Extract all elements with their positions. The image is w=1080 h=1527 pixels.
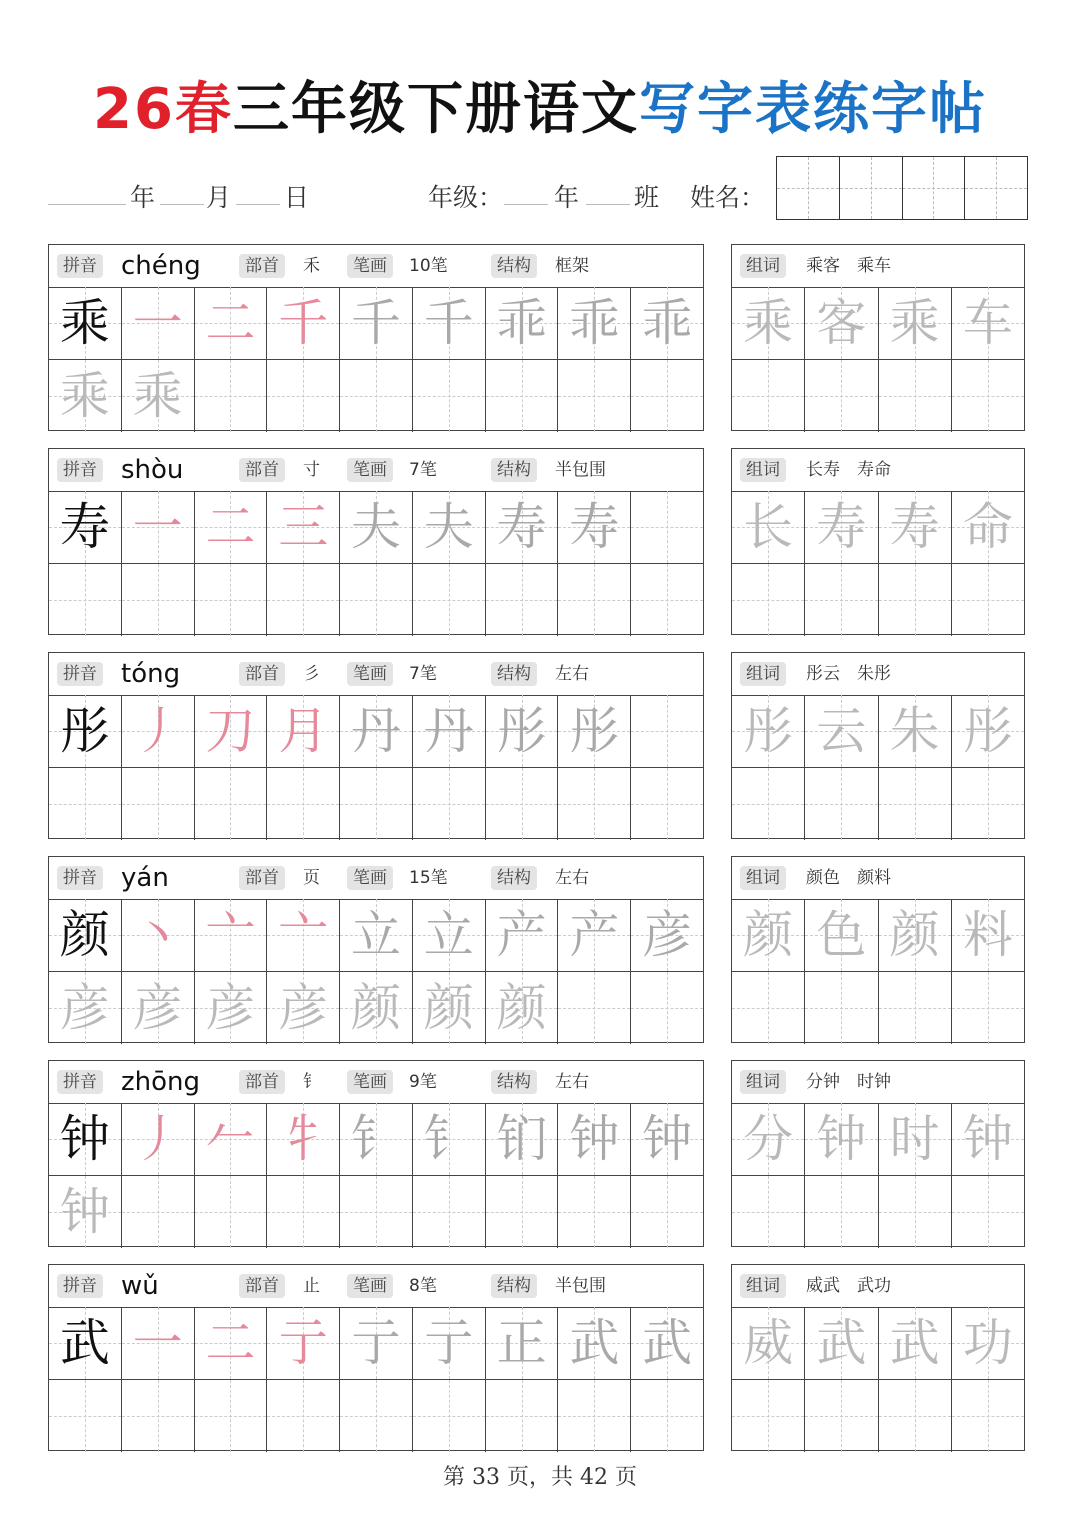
words-tag: 组词 — [740, 1070, 786, 1094]
pinyin-tag: 拼音 — [57, 662, 103, 686]
structure-value: 半包围 — [555, 1276, 606, 1296]
practice-cell[interactable] — [558, 768, 631, 840]
word-trace-cell[interactable]: 色 — [805, 899, 878, 971]
stroke-order-cell[interactable]: 亍 — [413, 1307, 486, 1379]
practice-cell[interactable]: 钟 — [49, 1176, 122, 1248]
word-practice-cell[interactable] — [952, 1176, 1024, 1248]
practice-cell[interactable] — [49, 768, 122, 840]
practice-cell[interactable] — [122, 768, 195, 840]
character-card — [48, 856, 704, 1043]
word-trace-cell[interactable]: 乘 — [732, 287, 805, 359]
stroke-order-cell[interactable]: 丿 — [122, 1103, 195, 1175]
practice-cell[interactable] — [122, 564, 195, 636]
stroke-order-cell[interactable]: 丹 — [413, 695, 486, 767]
words-value: 分钟 时钟 — [806, 1072, 891, 1092]
word-trace-cell[interactable]: 彤 — [952, 695, 1024, 767]
word-practice-cell[interactable] — [805, 1380, 878, 1452]
character-info-header — [49, 1061, 703, 1104]
words-grid — [732, 287, 1024, 430]
word-practice-cell[interactable] — [732, 972, 805, 1044]
word-trace-cell[interactable]: 钟 — [952, 1103, 1024, 1175]
structure-value: 左右 — [555, 868, 589, 888]
model-character: 武 — [49, 1307, 122, 1379]
grade-class-label: 班 — [634, 183, 660, 212]
word-trace-cell[interactable]: 功 — [952, 1307, 1024, 1379]
practice-cell[interactable] — [195, 768, 268, 840]
practice-cell[interactable] — [49, 1380, 122, 1452]
structure-tag: 结构 — [491, 458, 537, 482]
strokes-value: 8笔 — [409, 1276, 437, 1296]
pinyin-value: chéng — [121, 251, 201, 281]
practice-cell[interactable] — [558, 1380, 631, 1452]
word-trace-cell[interactable]: 威 — [732, 1307, 805, 1379]
title-part-1: 26春 — [93, 77, 233, 142]
word-trace-cell[interactable]: 寿 — [805, 491, 878, 563]
practice-cell[interactable] — [340, 768, 413, 840]
strokes-value: 7笔 — [409, 664, 437, 684]
name-box[interactable] — [776, 156, 1028, 220]
word-practice-cell[interactable] — [805, 1176, 878, 1248]
word-trace-cell[interactable]: 时 — [879, 1103, 952, 1175]
character-info-header — [49, 1265, 703, 1308]
stroke-order-cell[interactable]: 千 — [267, 287, 340, 359]
word-practice-cell[interactable] — [879, 360, 952, 432]
practice-cell[interactable] — [558, 360, 631, 432]
stroke-order-cell[interactable]: 立 — [413, 899, 486, 971]
practice-cell[interactable] — [413, 1176, 486, 1248]
structure-value: 左右 — [555, 1072, 589, 1092]
words-header — [732, 653, 1024, 696]
practice-cell[interactable] — [486, 1176, 559, 1248]
character-info-header — [49, 449, 703, 492]
pinyin-tag: 拼音 — [57, 1070, 103, 1094]
stroke-order-cell[interactable]: 彦 — [631, 899, 703, 971]
words-grid — [732, 491, 1024, 634]
stroke-order-cell[interactable]: 夫 — [413, 491, 486, 563]
words-card — [731, 1264, 1025, 1451]
practice-cell[interactable] — [413, 360, 486, 432]
radical-value: 禾 — [303, 256, 320, 276]
pinyin-tag: 拼音 — [57, 1274, 103, 1298]
practice-cell[interactable] — [195, 1380, 268, 1452]
words-card — [731, 1060, 1025, 1247]
word-trace-cell[interactable]: 分 — [732, 1103, 805, 1175]
radical-tag: 部首 — [239, 866, 285, 890]
words-header — [732, 1061, 1024, 1104]
stroke-order-cell[interactable]: 千 — [413, 287, 486, 359]
writing-grid — [49, 1103, 703, 1246]
practice-cell[interactable] — [413, 564, 486, 636]
title-part-2: 三年级下册语文 — [232, 77, 639, 142]
practice-cell[interactable] — [122, 1380, 195, 1452]
practice-cell[interactable] — [267, 360, 340, 432]
words-grid — [732, 1307, 1024, 1450]
word-trace-cell[interactable]: 武 — [879, 1307, 952, 1379]
practice-cell[interactable] — [631, 1380, 703, 1452]
word-practice-cell[interactable] — [952, 1380, 1024, 1452]
practice-cell[interactable] — [122, 1176, 195, 1248]
strokes-value: 10笔 — [409, 256, 448, 276]
model-character: 钟 — [49, 1103, 122, 1175]
character-card — [48, 244, 704, 431]
stroke-order-cell[interactable]: 寿 — [486, 491, 559, 563]
practice-cell[interactable]: 彦 — [195, 972, 268, 1044]
stroke-order-cell[interactable]: 月 — [267, 695, 340, 767]
practice-cell[interactable] — [413, 768, 486, 840]
practice-cell[interactable] — [486, 360, 559, 432]
practice-cell[interactable] — [340, 564, 413, 636]
practice-cell[interactable] — [631, 564, 703, 636]
practice-cell[interactable] — [267, 768, 340, 840]
stroke-order-cell[interactable]: 寿 — [558, 491, 631, 563]
practice-cell[interactable] — [486, 1380, 559, 1452]
word-practice-cell[interactable] — [732, 360, 805, 432]
words-grid — [732, 695, 1024, 838]
word-trace-cell[interactable]: 长 — [732, 491, 805, 563]
stroke-order-cell[interactable]: 产 — [558, 899, 631, 971]
word-trace-cell[interactable]: 武 — [805, 1307, 878, 1379]
word-trace-cell[interactable]: 钟 — [805, 1103, 878, 1175]
stroke-order-cell[interactable]: 一 — [122, 287, 195, 359]
model-character: 寿 — [49, 491, 122, 563]
word-trace-cell[interactable]: 颜 — [879, 899, 952, 971]
word-practice-cell[interactable] — [879, 972, 952, 1044]
writing-grid — [49, 695, 703, 838]
stroke-order-cell[interactable]: 钔 — [486, 1103, 559, 1175]
stroke-order-cell[interactable]: 三 — [267, 491, 340, 563]
practice-cell[interactable] — [631, 1176, 703, 1248]
practice-cell[interactable]: 颜 — [340, 972, 413, 1044]
strokes-tag: 笔画 — [347, 1274, 393, 1298]
structure-tag: 结构 — [491, 1070, 537, 1094]
stroke-order-cell[interactable]: 𠂉 — [195, 1103, 268, 1175]
words-card — [731, 652, 1025, 839]
radical-value: 止 — [303, 1276, 320, 1296]
words-card — [731, 244, 1025, 431]
stroke-order-cell[interactable]: 二 — [195, 1307, 268, 1379]
name-label: 姓名： — [690, 183, 766, 212]
practice-cell[interactable]: 颜 — [486, 972, 559, 1044]
stroke-order-cell[interactable]: 丿 — [122, 695, 195, 767]
word-practice-cell[interactable] — [952, 768, 1024, 840]
word-practice-cell[interactable] — [879, 1380, 952, 1452]
practice-cell[interactable] — [195, 1176, 268, 1248]
words-value: 颜色 颜料 — [806, 868, 891, 888]
words-card — [731, 448, 1025, 635]
month-label: 月 — [206, 183, 232, 212]
word-practice-cell[interactable] — [879, 768, 952, 840]
word-practice-cell[interactable] — [805, 972, 878, 1044]
words-tag: 组词 — [740, 662, 786, 686]
word-practice-cell[interactable] — [805, 768, 878, 840]
structure-tag: 结构 — [491, 1274, 537, 1298]
word-trace-cell[interactable]: 寿 — [879, 491, 952, 563]
stroke-order-cell[interactable]: 亍 — [340, 1307, 413, 1379]
writing-grid — [49, 491, 703, 634]
stroke-order-cell[interactable]: 正 — [486, 1307, 559, 1379]
word-trace-cell[interactable]: 料 — [952, 899, 1024, 971]
word-trace-cell[interactable]: 颜 — [732, 899, 805, 971]
radical-tag: 部首 — [239, 458, 285, 482]
practice-cell[interactable]: 彦 — [49, 972, 122, 1044]
stroke-order-cell[interactable]: 亍 — [267, 1307, 340, 1379]
practice-cell[interactable] — [267, 1176, 340, 1248]
word-practice-cell[interactable] — [879, 564, 952, 636]
practice-cell[interactable] — [267, 564, 340, 636]
grade-year-blank[interactable] — [504, 180, 548, 205]
day-blank[interactable] — [236, 180, 280, 205]
practice-cell[interactable]: 乘 — [122, 360, 195, 432]
word-trace-cell[interactable]: 彤 — [732, 695, 805, 767]
stroke-order-cell[interactable]: 彤 — [486, 695, 559, 767]
radical-value: 页 — [303, 868, 320, 888]
pinyin-tag: 拼音 — [57, 458, 103, 482]
word-trace-cell[interactable]: 乘 — [879, 287, 952, 359]
word-practice-cell[interactable] — [732, 768, 805, 840]
word-practice-cell[interactable] — [805, 564, 878, 636]
stroke-order-cell[interactable]: 一 — [122, 491, 195, 563]
practice-cell[interactable] — [340, 1176, 413, 1248]
strokes-tag: 笔画 — [347, 254, 393, 278]
stroke-order-cell[interactable]: 丹 — [340, 695, 413, 767]
practice-cell[interactable] — [558, 564, 631, 636]
words-value: 乘客 乘车 — [806, 256, 891, 276]
word-practice-cell[interactable] — [805, 360, 878, 432]
stroke-order-cell[interactable]: 亠 — [267, 899, 340, 971]
character-card — [48, 652, 704, 839]
word-practice-cell[interactable] — [732, 1176, 805, 1248]
words-header — [732, 449, 1024, 492]
structure-value: 框架 — [555, 256, 589, 276]
practice-cell[interactable]: 乘 — [49, 360, 122, 432]
words-tag: 组词 — [740, 1274, 786, 1298]
practice-cell[interactable] — [486, 768, 559, 840]
stroke-order-cell[interactable]: 二 — [195, 287, 268, 359]
radical-tag: 部首 — [239, 1070, 285, 1094]
page-footer: 第 33 页，共 42 页 — [443, 1465, 637, 1490]
year-blank[interactable] — [48, 180, 126, 205]
pinyin-value: yán — [121, 863, 169, 893]
pinyin-value: zhōng — [121, 1067, 201, 1097]
stroke-order-cell[interactable]: 亠 — [195, 899, 268, 971]
stroke-order-cell[interactable] — [631, 491, 703, 563]
radical-tag: 部首 — [239, 254, 285, 278]
stroke-order-cell[interactable]: 产 — [486, 899, 559, 971]
model-character: 乘 — [49, 287, 122, 359]
character-card — [48, 1060, 704, 1247]
practice-cell[interactable] — [195, 564, 268, 636]
word-trace-cell[interactable]: 云 — [805, 695, 878, 767]
words-value: 长寿 寿命 — [806, 460, 891, 480]
stroke-order-cell[interactable]: 钟 — [558, 1103, 631, 1175]
model-character: 彤 — [49, 695, 122, 767]
words-card — [731, 856, 1025, 1043]
stroke-order-cell[interactable]: 牜 — [267, 1103, 340, 1175]
word-practice-cell[interactable] — [952, 360, 1024, 432]
character-info-header — [49, 653, 703, 696]
words-header — [732, 1265, 1024, 1308]
strokes-value: 9笔 — [409, 1072, 437, 1092]
word-trace-cell[interactable]: 命 — [952, 491, 1024, 563]
words-grid — [732, 1103, 1024, 1246]
pinyin-value: wǔ — [121, 1271, 159, 1301]
practice-cell[interactable] — [631, 360, 703, 432]
stroke-order-cell[interactable]: 一 — [122, 1307, 195, 1379]
grade-class-blank[interactable] — [586, 180, 630, 205]
writing-grid — [49, 899, 703, 1042]
page-title — [0, 78, 1080, 142]
pinyin-tag: 拼音 — [57, 254, 103, 278]
practice-cell[interactable]: 彦 — [267, 972, 340, 1044]
practice-cell[interactable] — [340, 360, 413, 432]
stroke-order-cell[interactable]: 二 — [195, 491, 268, 563]
stroke-order-cell[interactable]: 夫 — [340, 491, 413, 563]
stroke-order-cell[interactable]: 彤 — [558, 695, 631, 767]
practice-cell[interactable] — [558, 972, 631, 1044]
practice-cell[interactable] — [486, 564, 559, 636]
writing-grid — [49, 1307, 703, 1450]
stroke-order-cell[interactable]: 乖 — [558, 287, 631, 359]
model-character: 颜 — [49, 899, 122, 971]
grade-label: 年级： — [428, 183, 504, 212]
radical-value: 钅 — [303, 1072, 320, 1092]
practice-cell[interactable] — [195, 360, 268, 432]
structure-value: 半包围 — [555, 460, 606, 480]
radical-tag: 部首 — [239, 662, 285, 686]
year-label: 年 — [130, 183, 156, 212]
stroke-order-cell[interactable]: 乖 — [631, 287, 703, 359]
strokes-tag: 笔画 — [347, 866, 393, 890]
strokes-value: 15笔 — [409, 868, 448, 888]
word-practice-cell[interactable] — [952, 972, 1024, 1044]
strokes-value: 7笔 — [409, 460, 437, 480]
words-tag: 组词 — [740, 866, 786, 890]
words-tag: 组词 — [740, 254, 786, 278]
character-info-header — [49, 857, 703, 900]
structure-value: 左右 — [555, 664, 589, 684]
word-trace-cell[interactable]: 车 — [952, 287, 1024, 359]
character-card — [48, 448, 704, 635]
stroke-order-cell[interactable]: 钟 — [631, 1103, 703, 1175]
words-value: 彤云 朱彤 — [806, 664, 891, 684]
words-header — [732, 245, 1024, 288]
day-label: 日 — [284, 183, 310, 212]
structure-tag: 结构 — [491, 254, 537, 278]
radical-value: 彡 — [303, 664, 320, 684]
writing-grid — [49, 287, 703, 430]
grade-year-label: 年 — [554, 183, 580, 212]
stroke-order-cell[interactable]: 乖 — [486, 287, 559, 359]
words-value: 威武 武功 — [806, 1276, 891, 1296]
radical-tag: 部首 — [239, 1274, 285, 1298]
pinyin-tag: 拼音 — [57, 866, 103, 890]
stroke-order-cell[interactable]: 武 — [631, 1307, 703, 1379]
pinyin-value: shòu — [121, 455, 184, 485]
word-practice-cell[interactable] — [732, 564, 805, 636]
stroke-order-cell[interactable]: 丶 — [122, 899, 195, 971]
practice-cell[interactable] — [267, 1380, 340, 1452]
stroke-order-cell[interactable]: 钅 — [413, 1103, 486, 1175]
practice-cell[interactable] — [631, 768, 703, 840]
practice-cell[interactable] — [558, 1176, 631, 1248]
stroke-order-cell[interactable]: 武 — [558, 1307, 631, 1379]
word-trace-cell[interactable]: 客 — [805, 287, 878, 359]
stroke-order-cell[interactable]: 钅 — [340, 1103, 413, 1175]
strokes-tag: 笔画 — [347, 458, 393, 482]
words-header — [732, 857, 1024, 900]
practice-cell[interactable]: 颜 — [413, 972, 486, 1044]
radical-value: 寸 — [303, 460, 320, 480]
stroke-order-cell[interactable] — [631, 695, 703, 767]
words-grid — [732, 899, 1024, 1042]
stroke-order-cell[interactable]: 千 — [340, 287, 413, 359]
strokes-tag: 笔画 — [347, 662, 393, 686]
stroke-order-cell[interactable]: 立 — [340, 899, 413, 971]
word-practice-cell[interactable] — [879, 1176, 952, 1248]
word-practice-cell[interactable] — [732, 1380, 805, 1452]
words-tag: 组词 — [740, 458, 786, 482]
practice-cell[interactable] — [340, 1380, 413, 1452]
character-card — [48, 1264, 704, 1451]
practice-cell[interactable] — [631, 972, 703, 1044]
stroke-order-cell[interactable]: 刀 — [195, 695, 268, 767]
word-trace-cell[interactable]: 朱 — [879, 695, 952, 767]
structure-tag: 结构 — [491, 866, 537, 890]
character-info-header — [49, 245, 703, 288]
title-part-3: 写字表练字帖 — [638, 77, 987, 142]
practice-cell[interactable] — [49, 564, 122, 636]
practice-cell[interactable]: 彦 — [122, 972, 195, 1044]
pinyin-value: tóng — [121, 659, 181, 689]
structure-tag: 结构 — [491, 662, 537, 686]
practice-cell[interactable] — [413, 1380, 486, 1452]
month-blank[interactable] — [160, 180, 204, 205]
strokes-tag: 笔画 — [347, 1070, 393, 1094]
word-practice-cell[interactable] — [952, 564, 1024, 636]
